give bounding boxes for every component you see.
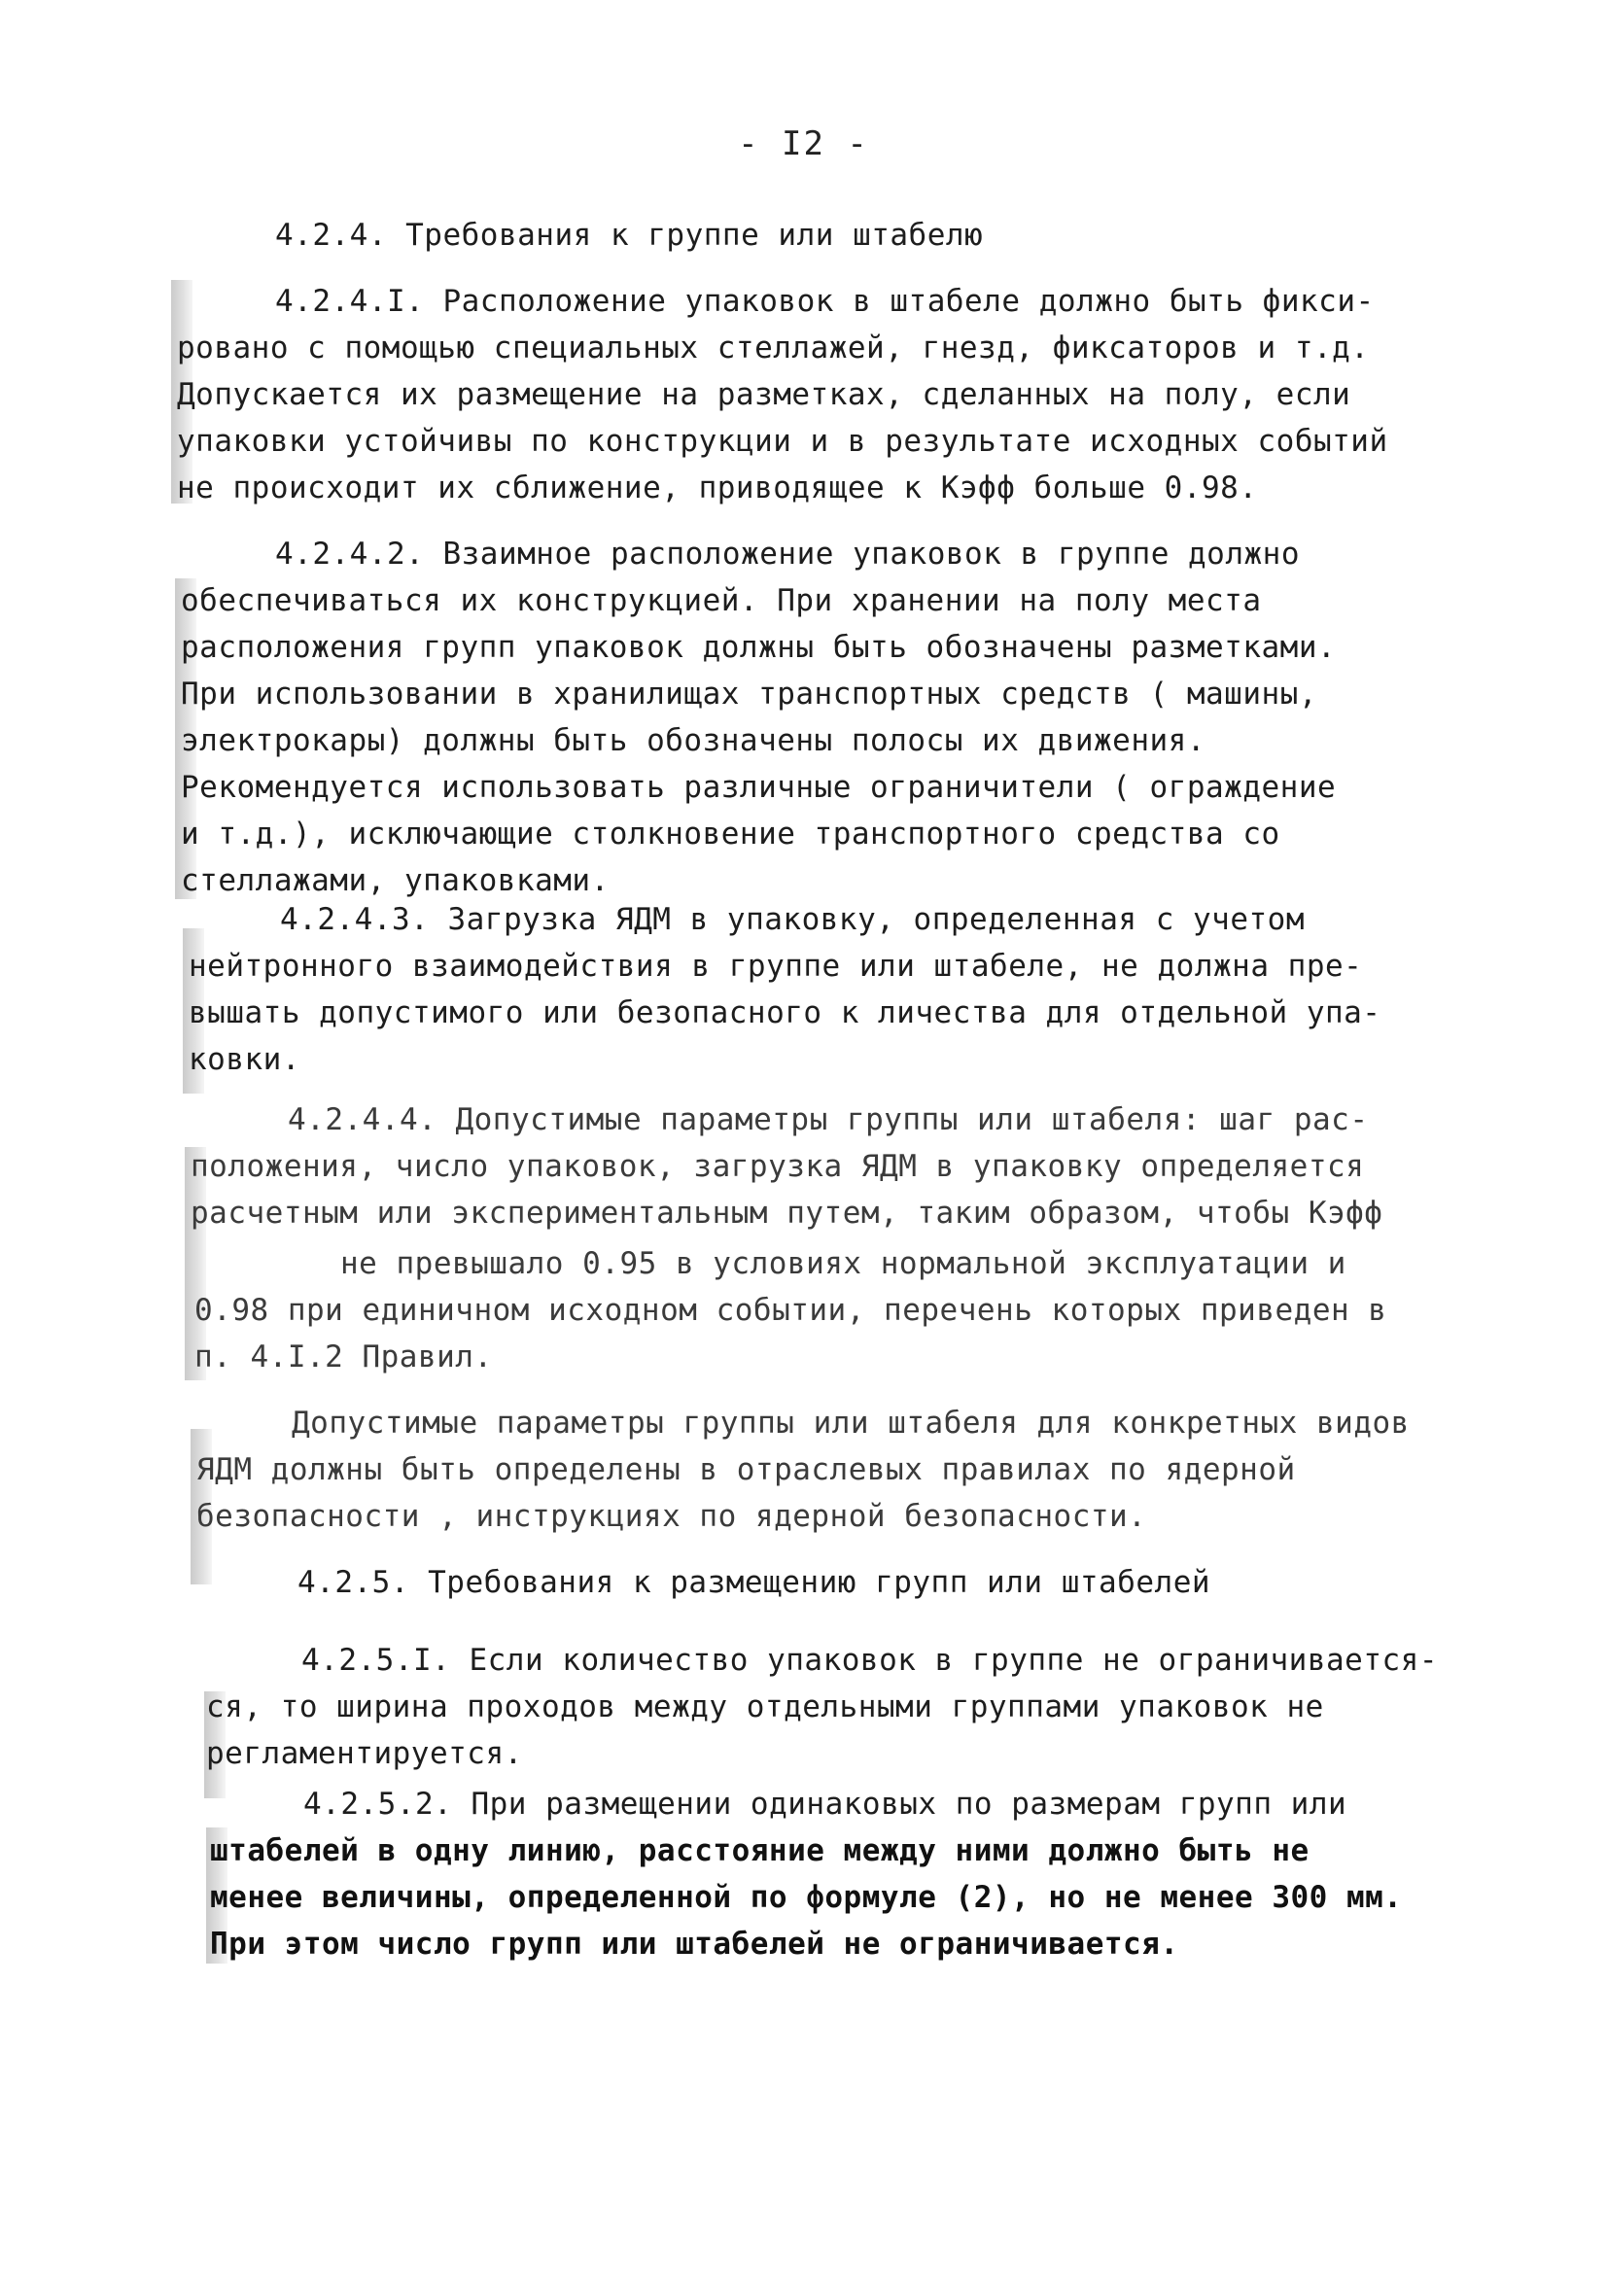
paragraph-line: 4.2.4.I. Расположение упаковок в штабеле должно быть фикси- [275, 284, 1375, 319]
paragraph-line: безопасности , инструкциях по ядерной безопасности. [196, 1499, 1147, 1534]
paragraph-line: ся, то ширина проходов между отдельными группами упаковок не [206, 1689, 1324, 1724]
paragraph-line: 4.2.4.4. Допустимые параметры группы или штабеля: шаг рас- [288, 1102, 1369, 1137]
paragraph-line: При использовании в хранилищах транспортных средств ( машины, [181, 677, 1317, 712]
paragraph-line: электрокары) должны быть обозначены полосы их движения. [181, 723, 1205, 758]
paragraph-line: расчетным или экспериментальным путем, таким образом, чтобы Кэфф [191, 1196, 1383, 1231]
paragraph-line: 4.2.5.I. Если количество упаковок в группе не ограничивается- [301, 1643, 1438, 1678]
page-number: - I2 - [738, 124, 869, 163]
paragraph-line: При этом число групп или штабелей не ограничивается. [210, 1927, 1179, 1962]
paragraph-line: менее величины, определенной по формуле (2), но не менее 300 мм. [210, 1880, 1403, 1915]
paragraph-line: 4.2.4.3. Загрузка ЯДМ в упаковку, определенная с учетом [280, 902, 1305, 937]
paragraph-line: ЯДМ должны быть определены в отраслевых правилах по ядерной [196, 1452, 1296, 1487]
paragraph-line: расположения групп упаковок должны быть обозначены разметками. [181, 630, 1337, 665]
section-heading: 4.2.5. Требования к размещению групп или штабелей [297, 1565, 1211, 1600]
paragraph-line: регламентируется. [206, 1736, 523, 1771]
paragraph-line: не происходит их сближение, приводящее к Кэфф больше 0.98. [177, 470, 1258, 505]
paragraph-line: стеллажами, упаковками. [181, 863, 610, 898]
paragraph-line: штабелей в одну линию, расстояние между ними должно быть не [210, 1833, 1310, 1868]
paragraph-line: упаковки устойчивы по конструкции и в результате исходных событий [177, 424, 1388, 459]
paragraph-line: Допустимые параметры группы или штабеля для конкретных видов [292, 1406, 1410, 1441]
paragraph-line: нейтронного взаимодействия в группе или штабеле, не должна пре- [189, 949, 1363, 984]
paragraph-line: п. 4.I.2 Правил. [194, 1339, 493, 1374]
paragraph-line: 4.2.4.2. Взаимное расположение упаковок в группе должно [275, 537, 1300, 572]
paragraph-line: обеспечиваться их конструкцией. При хранении на полу места [181, 583, 1262, 618]
paragraph-line: и т.д.), исключающие столкновение транспортного средства со [181, 817, 1280, 852]
section-heading: 4.2.4. Требования к группе или штабелю [275, 218, 984, 253]
paragraph-line: Допускается их размещение на разметках, сделанных на полу, если [177, 377, 1351, 412]
paragraph-line: не превышало 0.95 в условиях нормальной эксплуатации и [340, 1246, 1346, 1281]
paragraph-line: положения, число упаковок, загрузка ЯДМ в упаковку определяется [191, 1149, 1365, 1184]
paragraph-line: Рекомендуется использовать различные ограничители ( ограждение [181, 770, 1337, 805]
paragraph-line: ровано с помощью специальных стеллажей, гнезд, фиксаторов и т.д. [177, 330, 1370, 365]
paragraph-line: ковки. [189, 1042, 300, 1077]
paragraph-line: 4.2.5.2. При размещении одинаковых по размерам групп или [303, 1787, 1347, 1822]
paragraph-line: 0.98 при единичном исходном событии, перечень которых приведен в [194, 1293, 1387, 1328]
paragraph-line: вышать допустимого или безопасного к личества для отдельной упа- [189, 995, 1381, 1030]
